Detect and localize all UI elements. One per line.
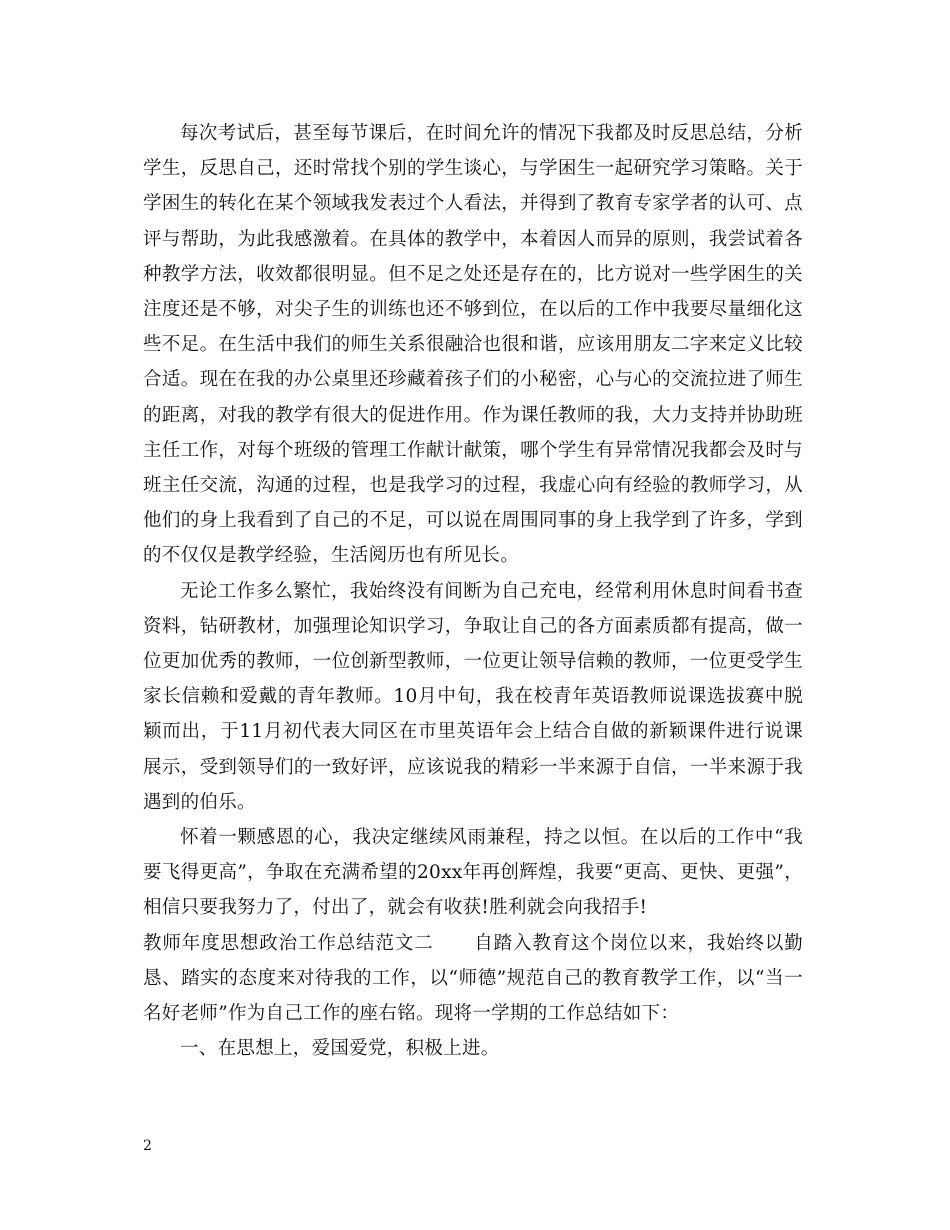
paragraph-reflection: 每次考试后，甚至每节课后，在时间允许的情况下我都及时反思总结，分析学生，反思自己，还时常找个别的学生谈心，与学困生一起研究学习策略。关于学困生的转化在某个领域我发表过个人看法，并得到了教育专家学者的认可、点评与帮助，为此我感激着。在具体的教学中，本着因人而异的原则，我尝试着各种教学方法，收效都很明显。但不足之处还是存在的，比方说对一些学困生的关注度还是不够，对尖子生的训练也还不够到位，在以后的工作中我要尽量细化这些不足。在生活中我们的师生关系很融洽也很和谐，应该用朋友二字来定义比较合适。现在在我的办公桌里还珍藏着孩子们的小秘密，心与心的交流拉进了师生的距离，对我的教学有很大的促进作用。作为课任教师的我，大力支持并协助班主任工作，对每个班级的管理工作献计献策，哪个学生有异常情况我都会及时与班主任交流，沟通的过程，也是我学习的过程，我虚心向有经验的教师学习，从他们的身上我看到了自己的不足，可以说在周围同事的身上我学到了许多，学到的不仅仅是教学经验，生活阅历也有所见长。 [143, 123, 803, 567]
page-number: 2 [143, 1138, 152, 1154]
section-title: 教师年度思想政治工作总结范文二 [143, 932, 434, 954]
paragraph-self-improvement: 无论工作多么繁忙，我始终没有间断为自己充电，经常利用休息时间看书查资料，钻研教材，加强理论知识学习，争取让自己的各方面素质都有提高，做一位更加优秀的教师，一位创新型教师，一位更让领导信赖的教师，一位更受学生家长信赖和爱戴的青年教师。10月中旬，我在校青年英语教师说课选拔赛中脱颖而出，于11月初代表大同区在市里英语年会上结合自做的新颖课件进行说课展示，受到领导们的一致好评，应该说我的精彩一半来源于自信，一半来源于我遇到的伯乐。 [143, 580, 803, 813]
section-start [143, 926, 803, 1032]
section-intro: 自踏入教育这个岗位以来，我始终以勤恳、踏实的态度来对待我的工作，以“师德”规范自己的教育教学工作，以“当一名好老师”作为自己工作的座右铭。现将一学期的工作总结如下： [143, 932, 803, 1025]
heading-thought: 一、在思想上，爱国爱党，积极上进。 [180, 1038, 500, 1060]
paragraph-gratitude: 怀着一颗感恩的心，我决定继续风雨兼程，持之以恒。在以后的工作中“我要飞得更高”，争取在充满希望的20xx年再创辉煌，我要“更高、更快、更强”，相信只要我努力了，付出了，就会有收获!胜利就会向我招手! [143, 827, 803, 919]
document-body [143, 116, 803, 1066]
